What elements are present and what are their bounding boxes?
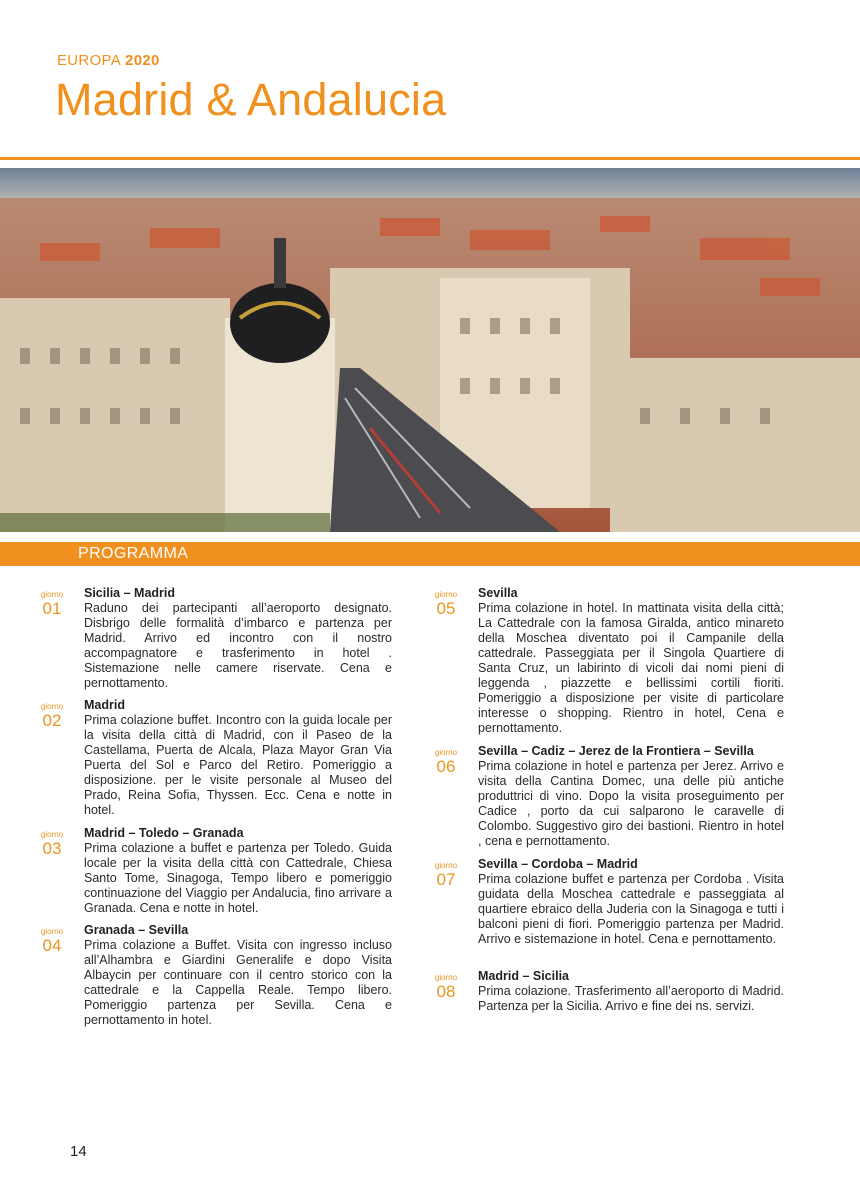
day-text: Prima colazione. Trasferimento all’aeroporto di Madrid. Partenza per la Sicilia. Arrivo e fine dei ns. servizi. (478, 984, 784, 1013)
day-heading: Sevilla – Cadiz – Jerez de la Frontiera – Sevilla (478, 744, 754, 758)
day-item (424, 744, 784, 849)
cityscape-illustration (0, 168, 860, 532)
day-prefix: giorno (434, 973, 458, 982)
kicker-year: 2020 (125, 52, 160, 69)
day-number: 08 (436, 982, 456, 1001)
day-text: Raduno dei partecipanti all’aeroporto designato. Disbrigo delle formalità d’imbarco e partenza per Madrid. Arrivo ed incontro con il nostro accompagnatore e trasferimento in hotel . Sistemazione nelle camere riservate. Cena e pernottamento. (84, 601, 392, 690)
day-heading: Sicilia – Madrid (84, 586, 176, 600)
day-text: Prima colazione buffet. Incontro con la guida locale per la visita della città di Madrid, con il Paseo de la Castellama, Puerta de Alcala, Plaza Mayor Gran Via Puerta del Sol e Parco del Retiro. Pomeriggio a disposizione. per le visite personale al Museo del Prado, Reina Sofia, Thyssen. Ecc. Cena e notte in hotel. (84, 713, 392, 817)
day-item (424, 969, 784, 1014)
madrid-cityscape-photo (0, 168, 860, 532)
section-label: PROGRAMMA (78, 545, 189, 562)
day-text: Prima colazione buffet e partenza per Cordoba . Visita guidata della Moschea cattedrale e passeggiata al quartiere ebraico della Juderia con la Sinagoga e tutti i balconi pieni di fiori. Pomeriggio partenza per Madrid. Arrivo e sistemazione in hotel. Cena e pernottamento. (478, 872, 784, 946)
day-item (30, 826, 392, 916)
header-rule (0, 157, 860, 160)
day-item (30, 923, 392, 1028)
kicker-label: EUROPA (57, 52, 122, 69)
day-number: 07 (436, 870, 456, 889)
day-text: Prima colazione in hotel e partenza per Jerez. Arrivo e visita della Cantina Domec, una delle più antiche produttrici di vino. Dopo la visita proseguimento per Cadice , porto da cui salparono le caravelle di Colombo. Suggestivo giro dei bastioni. Rientro in hotel , cena e pernottamento. (478, 759, 784, 848)
day-heading: Sevilla (478, 586, 518, 600)
page-title: Madrid & Andalucia (55, 74, 447, 125)
section-band (0, 542, 860, 566)
day-prefix: giorno (40, 590, 64, 599)
day-item (424, 586, 784, 736)
day-prefix: giorno (434, 748, 458, 757)
day-item (30, 698, 392, 818)
day-heading: Granada – Sevilla (84, 923, 189, 937)
day-number: 04 (42, 936, 62, 955)
day-text: Prima colazione a Buffet. Visita con ingresso incluso all’Alhambra e Giardini Generalife e dopo Visita Albaycin per continuare con il centro storico con la cattedrale e la Cappella Reale. Tempo libero. Pomeriggio partenza per Sevilla. Cena e pernottamento in hotel. (84, 938, 392, 1027)
day-number: 06 (436, 757, 456, 776)
itinerary-left-column (30, 586, 392, 1035)
page-number: 14 (70, 1143, 87, 1160)
day-item (424, 857, 784, 947)
day-heading: Sevilla – Cordoba – Madrid (478, 857, 638, 871)
day-number: 02 (42, 711, 62, 730)
day-text: Prima colazione a buffet e partenza per Toledo. Guida locale per la visita della città con Cattedrale, Chiesa Santo Tome, Sinagoga, Tempo libero e pomeriggio continuazione del Viaggio per Andalucia, fino arrivare a Granada. Cena e notte in hotel. (84, 841, 392, 915)
day-text: Prima colazione in hotel. In mattinata visita della città; La Cattedrale con la famosa Giralda, antico minareto della Moschea diventato poi il Campanile della cattedrale. Passeggiata per il Singola Quartiere di Santa Cruz, un labirinto di vicoli dai nomi pieni di leggenda , piazzette e bellissimi cortili fioriti. Pomeriggio a disposizione per visite di particolare interesse o shopping. Rientro in hotel, Cena e pernottamento. (478, 601, 784, 735)
day-number: 01 (42, 599, 62, 618)
day-number: 03 (42, 839, 62, 858)
day-number: 05 (436, 599, 456, 618)
day-heading: Madrid – Sicilia (478, 969, 570, 983)
day-prefix: giorno (40, 927, 64, 936)
day-prefix: giorno (40, 702, 64, 711)
day-item (30, 586, 392, 691)
day-heading: Madrid – Toledo – Granada (84, 826, 244, 840)
section-kicker (57, 52, 160, 69)
itinerary-right-column (424, 586, 784, 1021)
day-prefix: giorno (434, 861, 458, 870)
day-heading: Madrid (84, 698, 125, 712)
day-prefix: giorno (434, 590, 458, 599)
day-prefix: giorno (40, 830, 64, 839)
